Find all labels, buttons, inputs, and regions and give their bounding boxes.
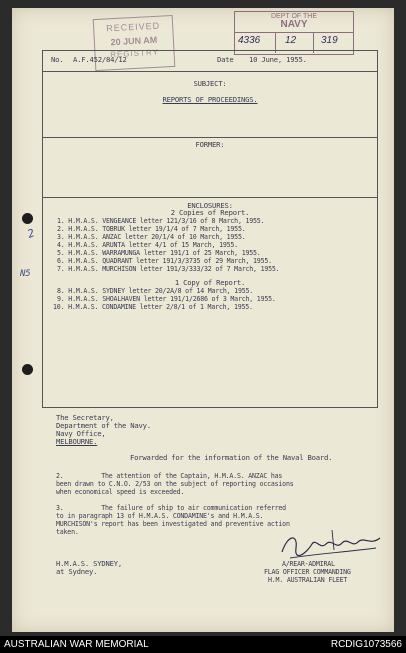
- para3-line: taken.: [56, 528, 79, 536]
- reference-number: A.F.452/84/12: [73, 55, 127, 64]
- footer-bar: [0, 636, 406, 653]
- margin-note-n5: N5: [20, 269, 31, 279]
- subject-value: [43, 96, 377, 105]
- address-line: Navy Office,: [56, 429, 106, 438]
- para3-line: MURCHISON's report has been investigated and preventive action: [56, 520, 290, 528]
- para2-line: when economical speed is exceeded.: [56, 488, 185, 496]
- origin-line: H.M.A.S. SYDNEY,: [56, 559, 123, 568]
- para2-line: 2. The attention of the Captain, H.M.A.S. ANZAC has: [56, 472, 283, 480]
- former-label: FORMER:: [195, 140, 225, 149]
- enclosures-label: ENCLOSURES:: [187, 201, 233, 210]
- address-line: Department of the Navy.: [56, 421, 151, 430]
- date-label: Date: [217, 55, 234, 64]
- received-stamp-line3: REGISTRY: [109, 47, 160, 60]
- enclosure-item: 4. H.M.A.S. ARUNTA letter 4/1 of 15 March, 1955.: [57, 241, 238, 249]
- forwarded-line: Forwarded for the information of the Naval Board.: [130, 453, 333, 462]
- address-line: The Secretary,: [56, 413, 114, 422]
- enclosures-group2: 1 Copy of Report.: [174, 278, 246, 287]
- navy-stamp-number-1: 4336: [238, 35, 261, 46]
- subject-text: REPORTS OF PROCEEDINGS.: [162, 95, 258, 104]
- document-sheet: [12, 8, 394, 632]
- navy-stamp-line2: NAVY: [280, 19, 308, 30]
- punch-hole-top: [22, 213, 33, 224]
- enclosure-item: 2. H.M.A.S. TOBRUK letter 19/1/4 of 7 March, 1955.: [57, 225, 246, 233]
- signature-title: H.M. AUSTRALIAN FLEET: [268, 576, 348, 584]
- enclosure-item: 6. H.M.A.S. QUADRANT letter 191/3/3735 of 29 March, 1955.: [57, 257, 272, 265]
- handwritten-signature: [276, 524, 386, 564]
- received-stamp-line2: 20 JUN AM: [110, 34, 158, 48]
- enclosure-item: 5. H.M.A.S. WARRAMUNGA letter 191/1 of 25 March, 1955.: [57, 249, 261, 257]
- navy-stamp-number-2: 12: [285, 35, 297, 46]
- navy-registry-stamp: [234, 11, 354, 55]
- enclosure-item: 1. H.M.A.S. VENGEANCE letter 121/3/16 of 8 March, 1955.: [57, 217, 265, 225]
- received-stamp-line1: RECEIVED: [105, 20, 161, 34]
- navy-stamp-number-3: 319: [321, 35, 338, 46]
- enclosure-item: 10. H.M.A.S. CONDAMINE letter 2/8/1 of 1 March, 1955.: [53, 303, 253, 311]
- para2-line: been drawn to C.N.O. 2/53 on the subject of reporting occasions: [56, 480, 294, 488]
- para3-line: to in paragraph 13 of H.M.A.S. CONDAMINE's and H.M.A.S.: [56, 512, 264, 520]
- enclosures-group1: 2 Copies of Report.: [170, 208, 250, 217]
- enclosure-item: 7. H.M.A.S. MURCHISON letter 191/3/333/32 of 7 March, 1955.: [57, 265, 280, 273]
- date-value: 10 June, 1955.: [249, 55, 307, 64]
- navy-stamp-line1: DEPT OF THE: [270, 13, 318, 20]
- signature-title: A/REAR-ADMIRAL: [282, 560, 335, 568]
- signature-title: FLAG OFFICER COMMANDING: [264, 568, 351, 576]
- enclosure-item: 9. H.M.A.S. SHOALHAVEN letter 191/1/2686 of 3 March, 1955.: [57, 295, 276, 303]
- subject-label: SUBJECT:: [193, 79, 227, 88]
- footer-source: AUSTRALIAN WAR MEMORIAL: [4, 639, 149, 650]
- para3-line: 3. The failure of ship to air communication referred: [56, 504, 286, 512]
- punch-hole-bottom: [22, 364, 33, 375]
- origin-line: at Sydney.: [56, 567, 98, 576]
- footer-id: RCDIG1073566: [330, 639, 402, 650]
- enclosure-item: 8. H.M.A.S. SYDNEY letter 20/2A/8 of 14 March, 1955.: [57, 287, 254, 295]
- no-label: No.: [51, 55, 64, 64]
- form-box: [42, 50, 378, 408]
- margin-note-2: 2: [25, 226, 37, 241]
- enclosure-item: 3. H.M.A.S. ANZAC letter 20/1/4 of 10 March, 1955.: [57, 233, 246, 241]
- address-line: MELBOURNE.: [56, 437, 98, 446]
